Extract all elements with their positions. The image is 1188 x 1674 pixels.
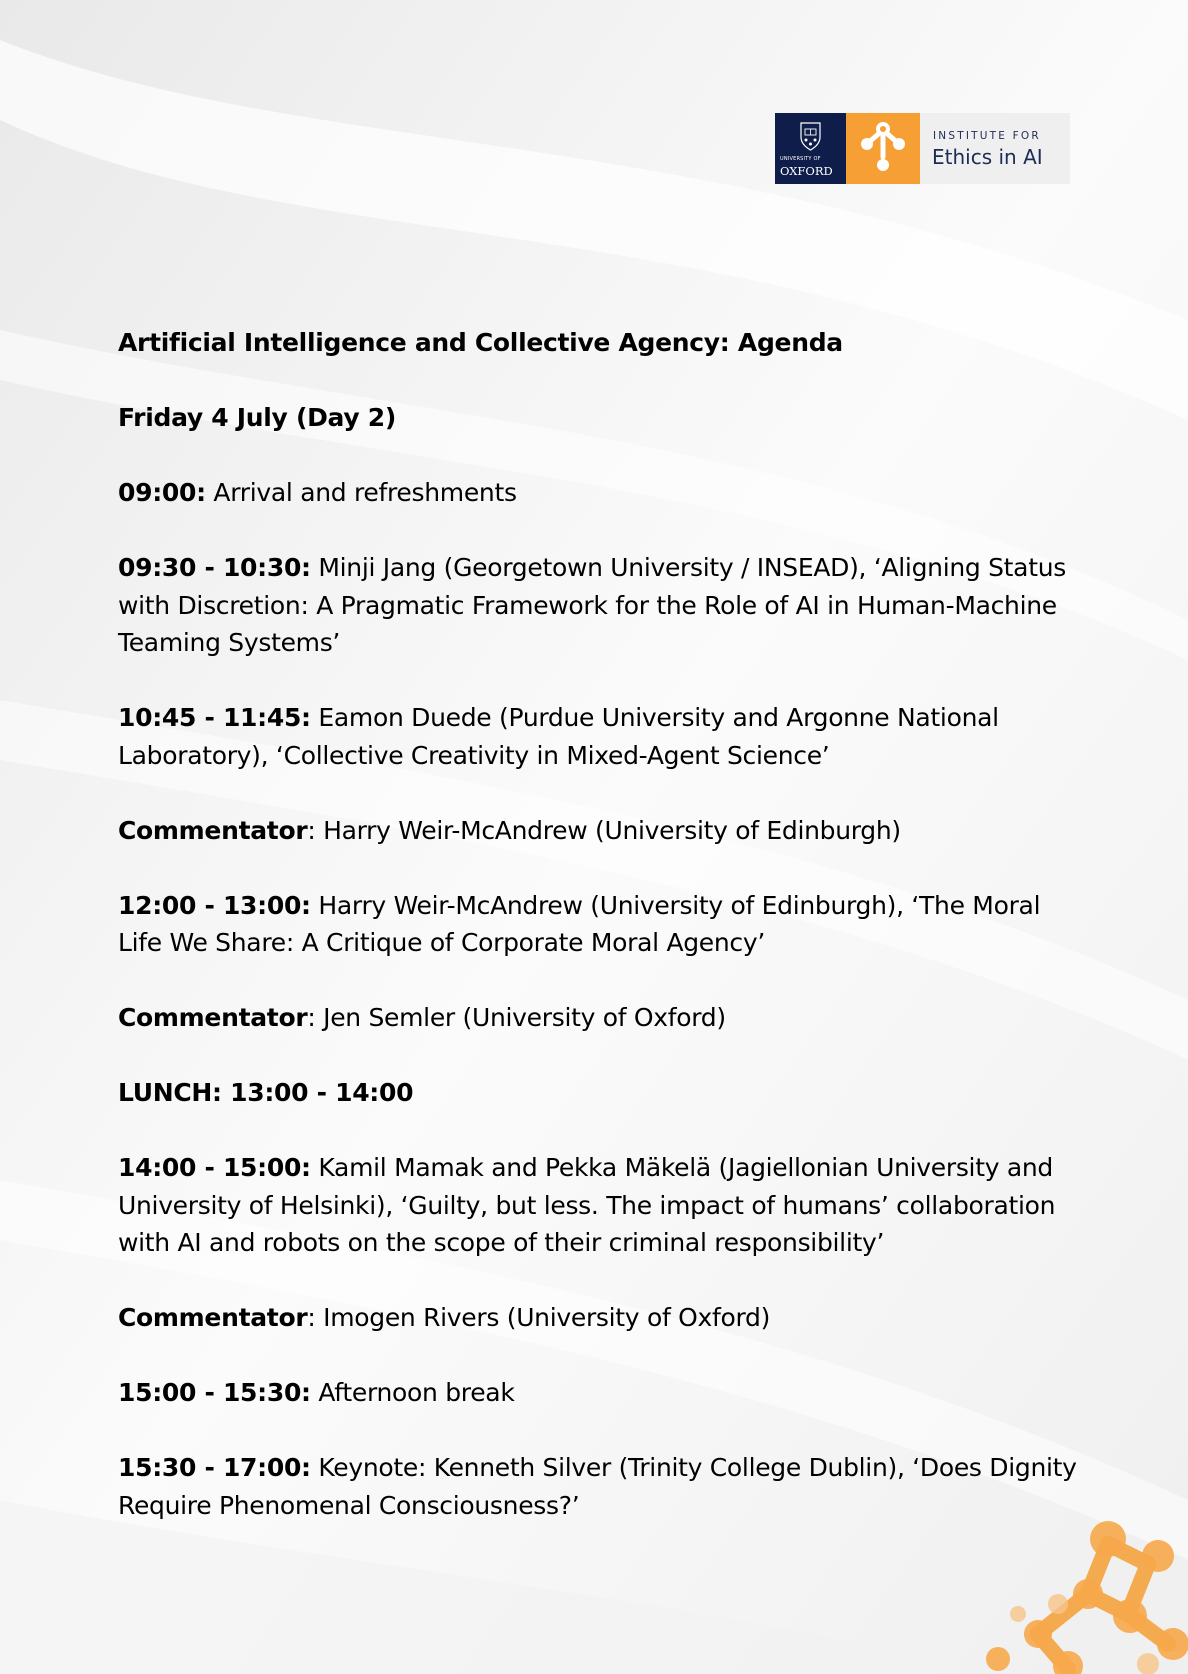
item-text: Eamon Duede (Purdue University and Argonne National Laboratory), ‘Collective Creativity in Mixed-Agent Science’ [118, 703, 999, 770]
item-text: Harry Weir-McAndrew (University of Edinburgh), ‘The Moral Life We Share: A Critique of Corporate Moral Agency’ [118, 890, 1041, 957]
item-time: 15:30 - 17:00: [118, 1453, 311, 1482]
commentator-label: Commentator [118, 815, 308, 845]
oxford-logo [775, 113, 846, 184]
agenda-item [118, 1149, 1078, 1262]
item-text: : Harry Weir-McAndrew (University of Edinburgh) [307, 815, 901, 845]
item-text: Afternoon break [310, 1378, 515, 1407]
lunch-label: LUNCH: 13:00 - 14:00 [118, 1078, 414, 1107]
item-time: 09:30 - 10:30: [118, 553, 311, 582]
oxford-small-text: UNIVERSITY OF [780, 156, 821, 162]
agenda-item [118, 549, 1078, 662]
agenda-title: Artificial Intelligence and Collective Agency: Agenda [118, 328, 843, 357]
agenda-day: Friday 4 July (Day 2) [118, 403, 396, 432]
ethics-ai-symbol [846, 113, 920, 184]
agenda-item-lunch [118, 1074, 1078, 1112]
item-text: Keynote: Kenneth Silver (Trinity College Dublin), ‘Does Dignity Require Phenomenal Consciousness?’ [118, 1453, 1077, 1520]
institute-name [920, 113, 1070, 184]
agenda-item [118, 812, 1078, 850]
institute-logo [775, 113, 1070, 184]
agenda-item [118, 699, 1078, 774]
agenda-item [118, 1299, 1078, 1337]
institute-line2: Ethics in AI [932, 145, 1043, 169]
item-time: 10:45 - 11:45: [118, 703, 311, 732]
commentator-label: Commentator [118, 1303, 308, 1332]
agenda-item [118, 887, 1078, 962]
commentator-label: Commentator [118, 1003, 308, 1032]
item-text: : Imogen Rivers (University of Oxford) [307, 1303, 771, 1332]
item-time: 15:00 - 15:30: [118, 1378, 311, 1407]
item-text: Minji Jang (Georgetown University / INSEAD), ‘Aligning Status with Discretion: A Pragmatic Framework for the Role of AI in Human-Machine Teaming Systems’ [118, 553, 1066, 657]
item-time: 12:00 - 13:00: [118, 890, 311, 920]
agenda-item [118, 999, 1078, 1037]
item-text: : Jen Semler (University of Oxford) [307, 1003, 726, 1032]
institute-line1: INSTITUTE FOR [933, 130, 1041, 142]
agenda [118, 324, 1078, 1562]
item-time: 14:00 - 15:00: [118, 1153, 311, 1182]
item-time: 09:00: [118, 478, 206, 507]
agenda-item [118, 474, 1078, 512]
item-text: Kamil Mamak and Pekka Mäkelä (Jagiellonian University and University of Helsinki), ‘Guilty, but less. The impact of humans’ collaboration with AI and robots on the scope of their criminal responsibility’ [118, 1153, 1056, 1257]
item-text: Arrival and refreshments [205, 478, 517, 507]
oxford-big-text: OXFORD [780, 164, 833, 178]
agenda-item [118, 1374, 1078, 1412]
oxford-crest-icon [799, 121, 822, 151]
agenda-item [118, 1449, 1078, 1524]
network-node-icon [846, 113, 920, 184]
